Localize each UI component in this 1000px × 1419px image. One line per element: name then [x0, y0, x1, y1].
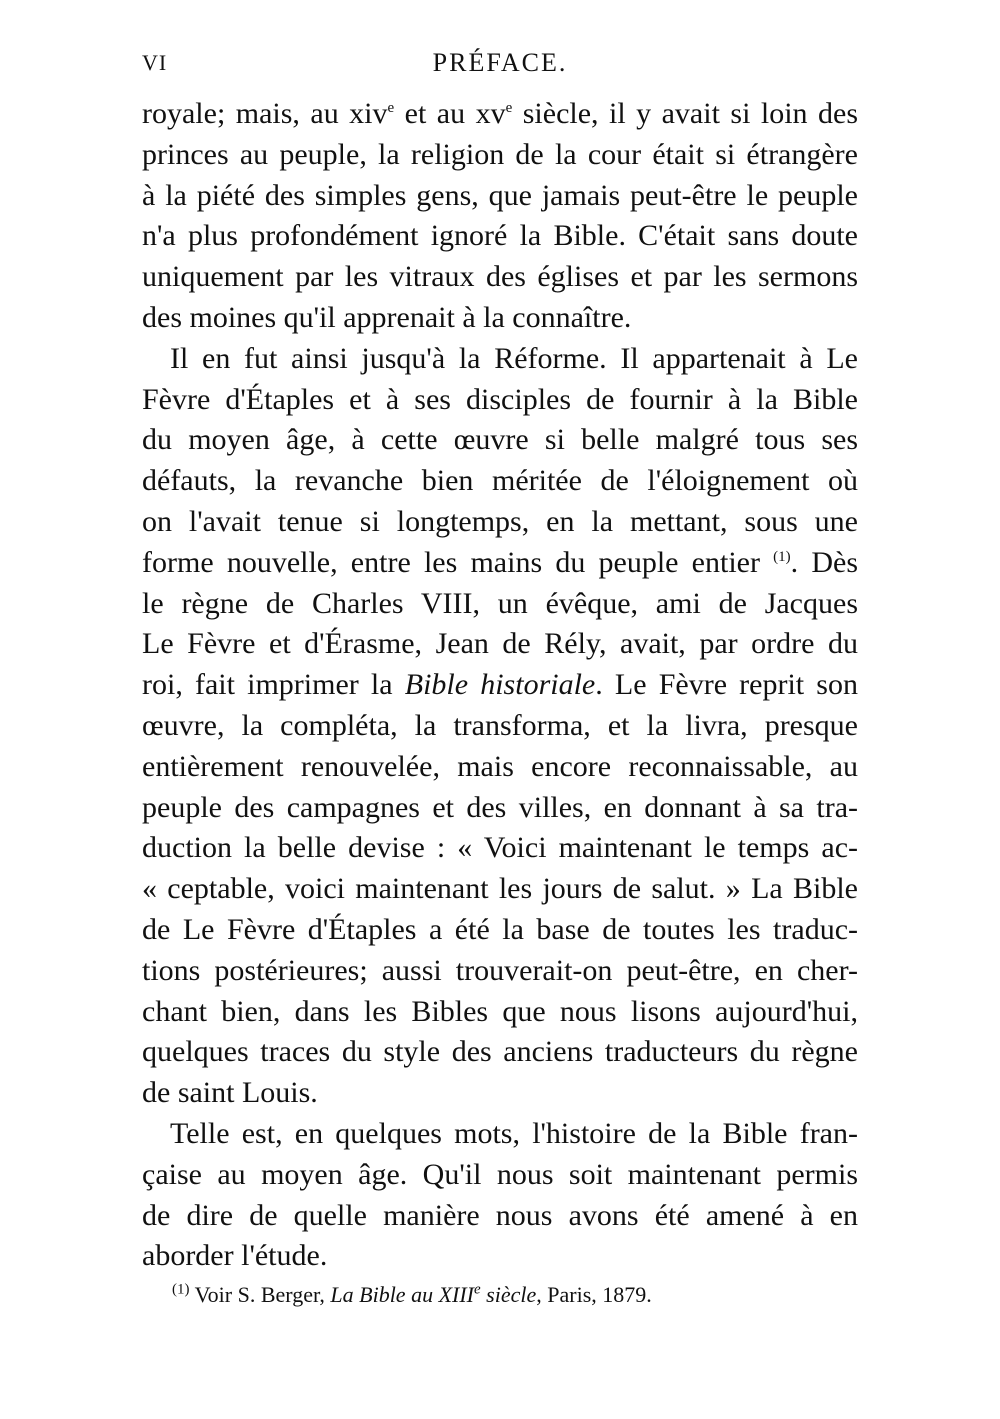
text-line: princes au peuple, la religion de la cour était si étrangère — [142, 137, 858, 171]
text-line: tions postérieures; aussi trouverait-on peut-être, en cher- — [142, 953, 858, 987]
text-line: entièrement renouvelée, mais encore reconnaissable, au — [142, 749, 858, 783]
text-line: royale; mais, au xiv$^e$ et au $xv^e$ siècle, il y avait si loin des — [142, 97, 858, 130]
running-head: PRÉFACE. — [432, 48, 568, 77]
text-line: Telle est, en quelques mots, l'histoire de la Bible fran- — [170, 1116, 858, 1150]
text-line: le règne de Charles VIII, un évêque, ami de Jacques — [142, 586, 858, 620]
body-text — [142, 94, 858, 1277]
paragraph — [142, 339, 858, 1114]
text-line: à la piété des simples gens, que jamais peut-être le peuple — [142, 178, 858, 212]
footnote-title: La Bible au XIIIe siècle — [330, 1281, 537, 1307]
text-line: çaise au moyen âge. Qu'il nous soit maintenant permis — [142, 1157, 858, 1191]
text-line: peuple des campagnes et des villes, en donnant à sa tra- — [142, 790, 858, 824]
page-number: VI — [142, 50, 168, 75]
italic-title: Bible historiale — [404, 668, 596, 702]
text-line: on l'avait tenue si longtemps, en la mettant, sous une — [142, 504, 858, 538]
text-line: de Le Fèvre d'Étaples a été la base de toutes les traduc- — [142, 912, 858, 946]
superscript: (1) — [773, 548, 791, 565]
text-line: uniquement par les vitraux des églises et par les sermons — [142, 260, 858, 294]
text-line: de saint Louis. — [142, 1076, 318, 1110]
text-line: de dire de quelle manière nous avons été amené à en — [142, 1198, 858, 1232]
text-line: duction la belle devise : « Voici maintenant le temps ac- — [142, 831, 858, 865]
page-header — [142, 44, 858, 88]
text-line: Il en fut ainsi jusqu'à la Réforme. Il appartenait à Le — [170, 341, 858, 375]
paragraph — [142, 1114, 858, 1277]
text-line: chant bien, dans les Bibles que nous lisons aujourd'hui, — [142, 994, 858, 1028]
text-line: Le Fèvre et d'Érasme, Jean de Rély, avait, par ordre du — [142, 627, 858, 661]
text-line: œuvre, la compléta, la transforma, et la livra, presque — [142, 708, 858, 742]
text-line: « ceptable, voici maintenant les jours de salut. » La Bible — [142, 872, 858, 906]
paragraph — [142, 94, 858, 339]
superscript: e — [474, 1281, 481, 1298]
text-line: roi, fait imprimer la Bible historiale. Le Fèvre reprit son — [142, 668, 858, 702]
footnote-marker: (1) — [172, 1281, 190, 1298]
text-line: n'a plus profondément ignoré la Bible. C'était sans doute — [142, 219, 858, 253]
text-line: quelques traces du style des anciens traducteurs du règne — [142, 1035, 858, 1069]
superscript: e — [505, 100, 513, 116]
superscript: e — [387, 100, 395, 116]
footnote-text-before: Voir S. Berger, — [189, 1282, 331, 1307]
text-line: aborder l'étude. — [142, 1239, 328, 1273]
text-line: forme nouvelle, entre les mains du peuple entier $^{(1)}$. Dès — [142, 545, 858, 579]
text-line: des moines qu'il apprenait à la connaître. — [142, 300, 632, 334]
footnote — [172, 1282, 652, 1308]
text-line: du moyen âge, à cette œuvre si belle malgré tous ses — [142, 423, 858, 457]
footnote-text-after: , Paris, 1879. — [536, 1282, 652, 1307]
text-line: défauts, la revanche bien méritée de l'éloignement où — [142, 464, 858, 498]
text-line: Fèvre d'Étaples et à ses disciples de fournir à la Bible — [142, 382, 858, 416]
